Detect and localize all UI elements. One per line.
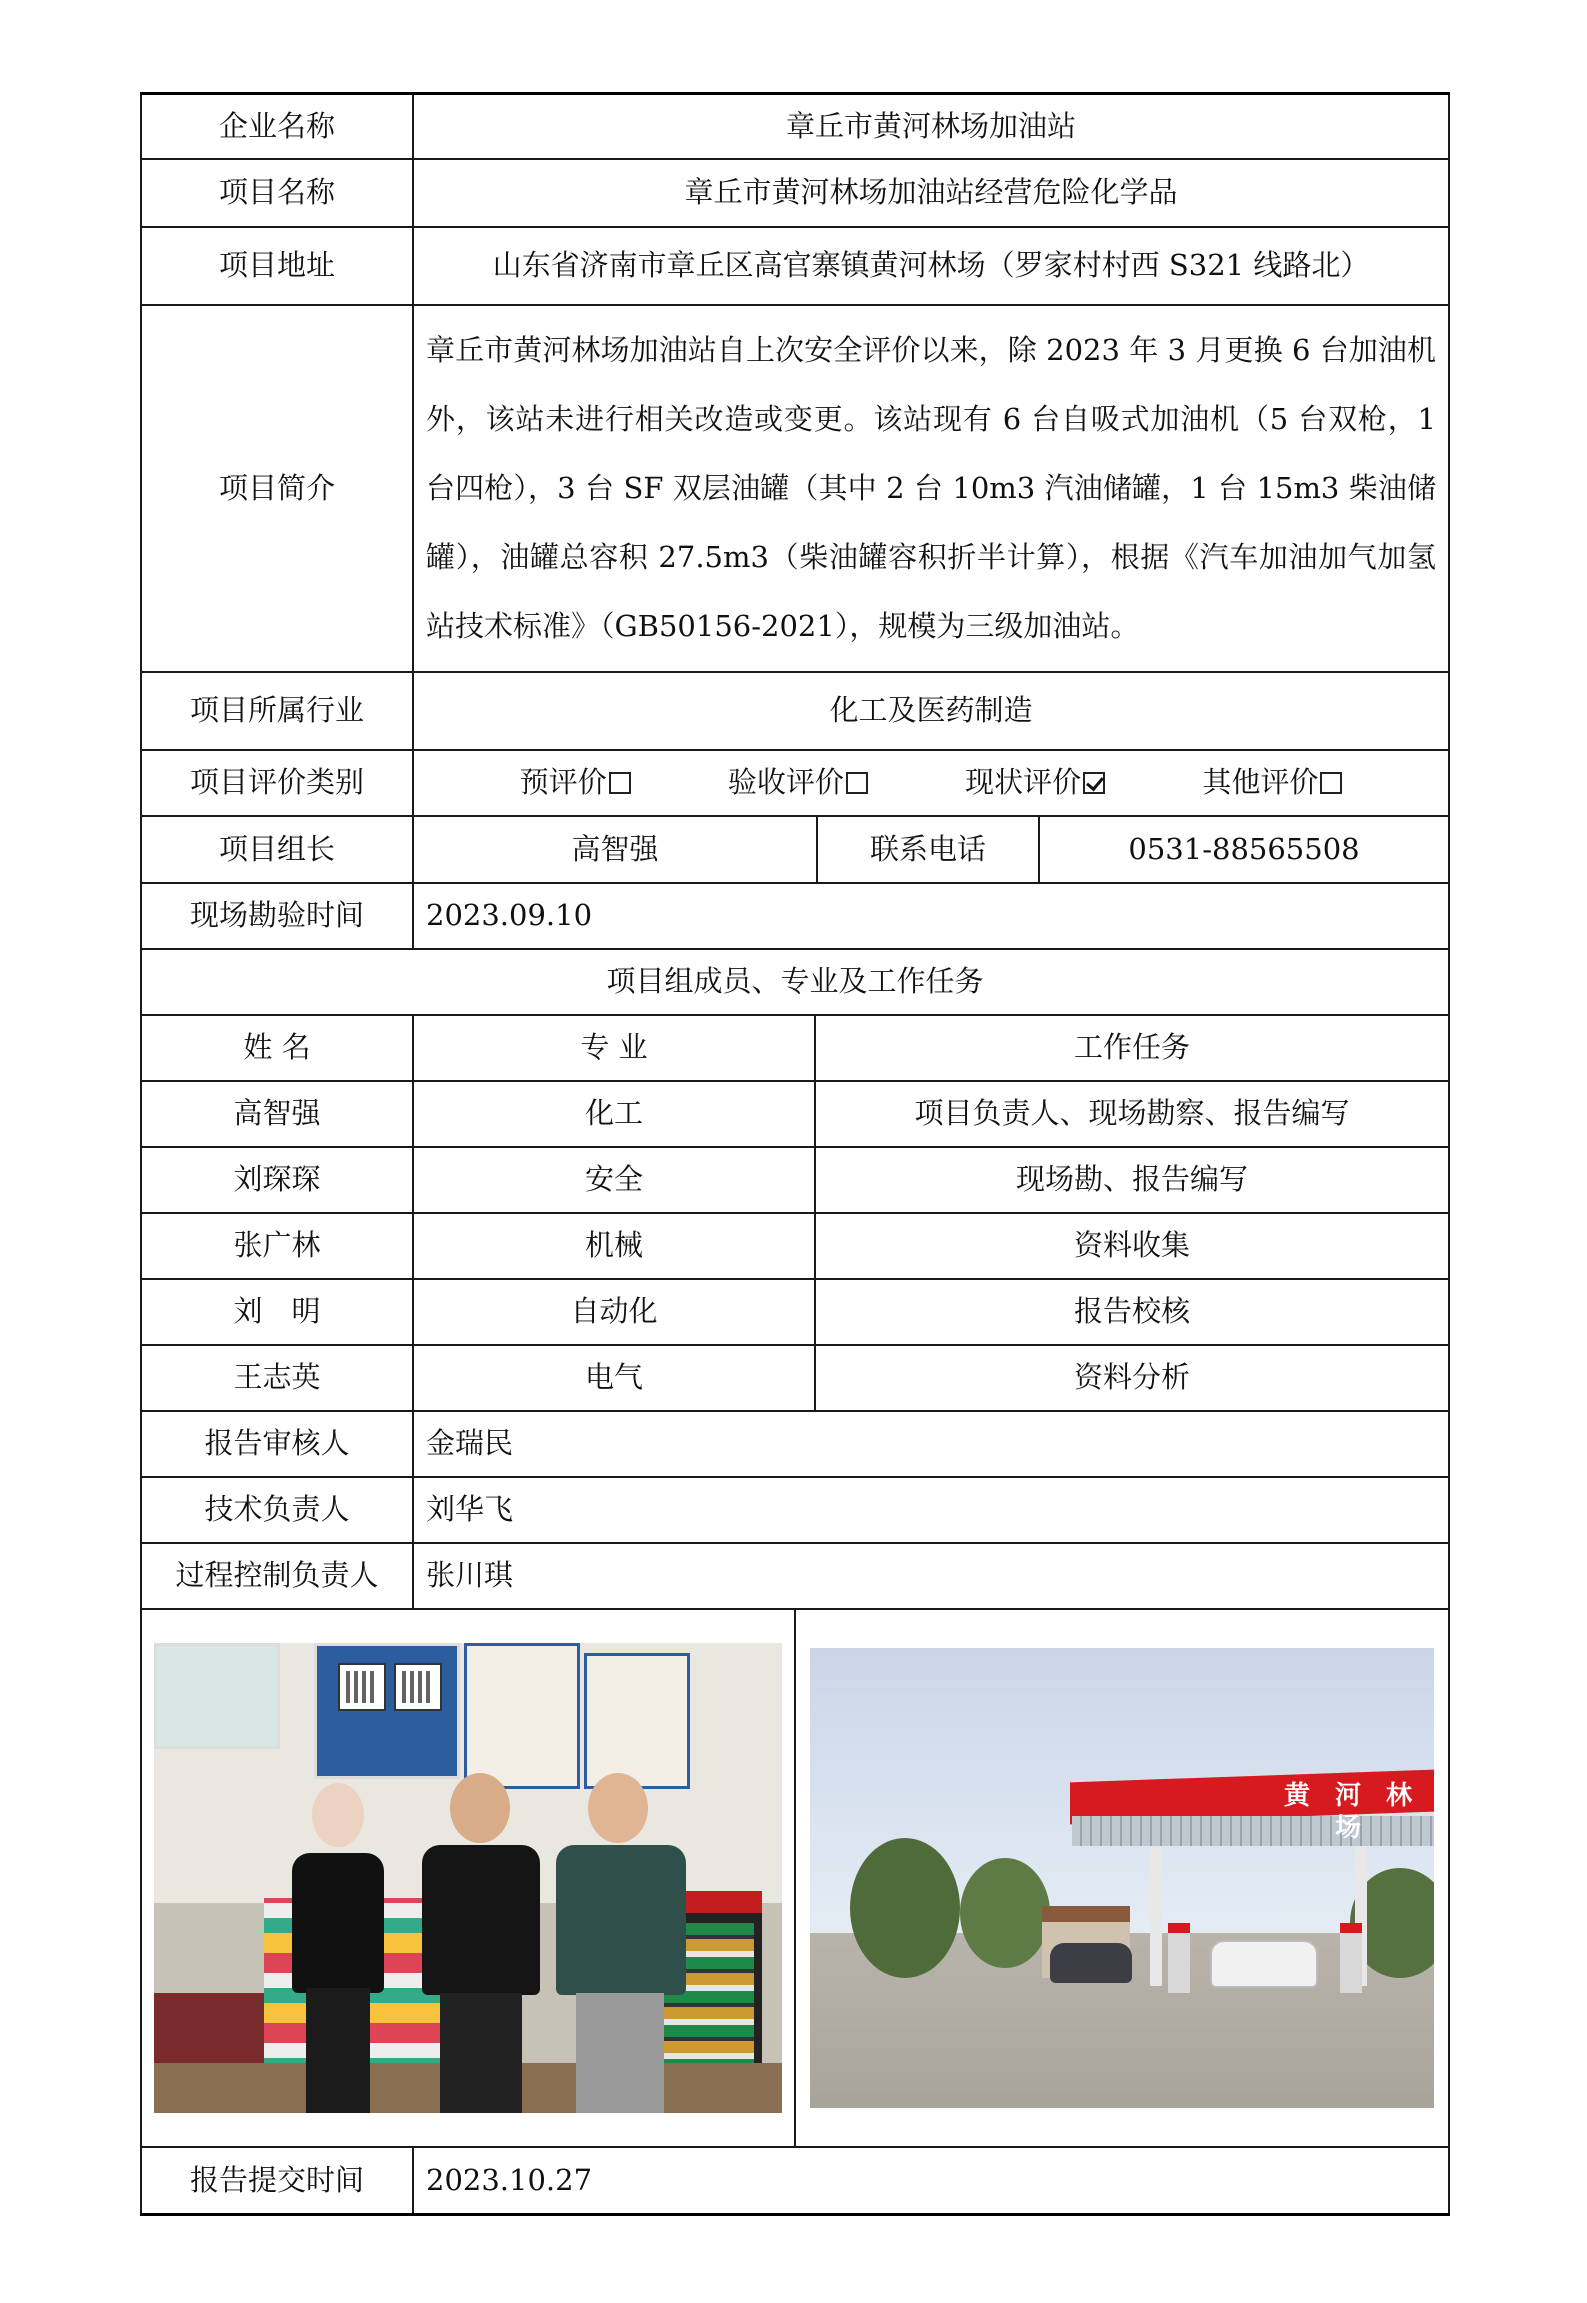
category-option-acceptance: 验收评价 <box>728 764 868 800</box>
members-table <box>140 948 1450 1610</box>
member-name: 王志英 <box>141 1345 413 1411</box>
member-task: 现场勘、报告编写 <box>815 1147 1449 1213</box>
category-options <box>413 750 1449 816</box>
photo-cell-right <box>795 1609 1449 2147</box>
process-lead-label: 过程控制负责人 <box>141 1543 413 1609</box>
survey-time-value: 2023.09.10 <box>413 883 1449 949</box>
station-photo <box>810 1648 1434 2108</box>
category-label: 项目评价类别 <box>141 750 413 816</box>
row-company <box>141 94 1449 159</box>
info-table <box>140 92 1450 950</box>
address-label: 项目地址 <box>141 227 413 305</box>
car <box>1050 1943 1132 1983</box>
members-title-row <box>141 949 1449 1015</box>
member-major: 机械 <box>413 1213 815 1279</box>
project-name-value: 章丘市黄河林场加油站经营危险化学品 <box>413 159 1449 227</box>
row-leader <box>141 816 1449 883</box>
member-major: 自动化 <box>413 1279 815 1345</box>
leader-label: 项目组长 <box>141 816 413 883</box>
intro-value: 章丘市黄河林场加油站自上次安全评价以来，除 2023 年 3 月更换 6 台加油机外，该站未进行相关改造或变更。该站现有 6 台自吸式加油机（5 台双枪，1 台四枪），3 台 SF 双层油罐（其中 2 台 10m3 汽油储罐，1 台 15m3 柴油储罐），油罐总容积 27.5m3（柴油罐容积折半计算），根据《汽车加油加气加氢站技术标准》（GB50156-2021），规模为三级加油站。 <box>413 305 1449 672</box>
category-option-status: 现状评价 <box>965 764 1105 800</box>
row-intro <box>141 305 1449 672</box>
member-name: 刘 明 <box>141 1279 413 1345</box>
member-name: 张广林 <box>141 1213 413 1279</box>
member-name: 高智强 <box>141 1081 413 1147</box>
photo-cell-left <box>141 1609 795 2147</box>
member-major: 电气 <box>413 1345 815 1411</box>
member-name: 刘琛琛 <box>141 1147 413 1213</box>
intro-label: 项目简介 <box>141 305 413 672</box>
process-lead-value: 张川琪 <box>413 1543 1449 1609</box>
car <box>1210 1940 1318 1988</box>
team-photo <box>154 1643 782 2113</box>
phone-label: 联系电话 <box>817 816 1039 883</box>
header-task: 工作任务 <box>815 1015 1449 1081</box>
checkbox-other-icon <box>1320 772 1342 794</box>
table-row <box>141 1213 1449 1279</box>
reviewer-value: 金瑞民 <box>413 1411 1449 1477</box>
checkbox-acceptance-icon <box>846 772 868 794</box>
member-task: 资料分析 <box>815 1345 1449 1411</box>
member-major: 安全 <box>413 1147 815 1213</box>
table-row <box>141 1279 1449 1345</box>
company-label: 企业名称 <box>141 94 413 159</box>
qr-code-icon <box>394 1663 442 1711</box>
row-project-name <box>141 159 1449 227</box>
evaluation-form <box>140 92 1448 2216</box>
member-major: 化工 <box>413 1081 815 1147</box>
submit-time-value: 2023.10.27 <box>413 2147 1449 2215</box>
member-task: 项目负责人、现场勘察、报告编写 <box>815 1081 1449 1147</box>
members-header-row <box>141 1015 1449 1081</box>
row-category <box>141 750 1449 816</box>
row-reviewer <box>141 1411 1449 1477</box>
project-name-label: 项目名称 <box>141 159 413 227</box>
category-option-other: 其他评价 <box>1202 764 1342 800</box>
member-task: 报告校核 <box>815 1279 1449 1345</box>
checkbox-pre-icon <box>609 772 631 794</box>
submit-table <box>140 2146 1450 2217</box>
photo-table <box>140 1608 1450 2148</box>
industry-value: 化工及医药制造 <box>413 672 1449 750</box>
address-value: 山东省济南市章丘区高官寨镇黄河林场（罗家村村西 S321 线路北） <box>413 227 1449 305</box>
row-survey-time <box>141 883 1449 949</box>
tech-lead-value: 刘华飞 <box>413 1477 1449 1543</box>
reviewer-label: 报告审核人 <box>141 1411 413 1477</box>
category-option-pre: 预评价 <box>520 764 631 800</box>
table-row <box>141 1345 1449 1411</box>
company-value: 章丘市黄河林场加油站 <box>413 94 1449 159</box>
survey-time-label: 现场勘验时间 <box>141 883 413 949</box>
checkbox-status-icon <box>1083 772 1105 794</box>
table-row <box>141 1081 1449 1147</box>
row-industry <box>141 672 1449 750</box>
tech-lead-label: 技术负责人 <box>141 1477 413 1543</box>
qr-code-icon <box>338 1663 386 1711</box>
phone-value: 0531-88565508 <box>1039 816 1449 883</box>
member-task: 资料收集 <box>815 1213 1449 1279</box>
leader-value: 高智强 <box>413 816 817 883</box>
header-name: 姓 名 <box>141 1015 413 1081</box>
header-major: 专 业 <box>413 1015 815 1081</box>
members-title: 项目组成员、专业及工作任务 <box>141 949 1449 1015</box>
photo-row <box>141 1609 1449 2147</box>
industry-label: 项目所属行业 <box>141 672 413 750</box>
submit-time-label: 报告提交时间 <box>141 2147 413 2215</box>
row-process-lead <box>141 1543 1449 1609</box>
station-sign: 黄 河 林 场 <box>1283 1780 1421 1843</box>
row-address <box>141 227 1449 305</box>
table-row <box>141 1147 1449 1213</box>
row-submit-time <box>141 2147 1449 2215</box>
row-tech-lead <box>141 1477 1449 1543</box>
